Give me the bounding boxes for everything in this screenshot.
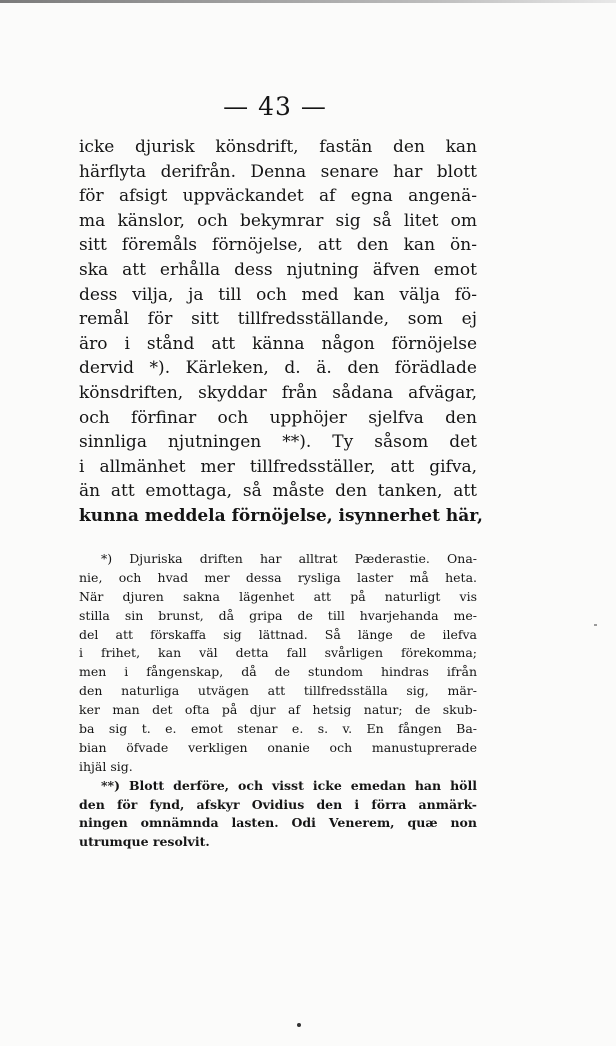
footnote-line: men i fångenskap, då de stundom hindras ifrån	[79, 664, 477, 680]
body-line: könsdriften, skyddar från sådana afvägar,	[79, 382, 477, 403]
footnote-line: ker man det ofta på djur af hetsig natur; de skub-	[79, 702, 477, 718]
paper-speck	[594, 624, 597, 626]
body-line: härflyta derifrån. Denna senare har blott	[79, 161, 477, 182]
footnote-line: bian öfvade verkligen onanie och manustuprerade	[79, 739, 477, 755]
body-line: remål för sitt tillfredsställande, som ej	[79, 309, 477, 330]
body-line: dervid *). Kärleken, d. ä. den förädlade	[79, 358, 477, 379]
footnote-line: utrumque resolvit.	[79, 834, 210, 850]
body-line: kunna meddela förnöjelse, isynnerhet här,	[79, 505, 483, 526]
body-line: äro i stånd att känna någon förnöjelse	[79, 333, 477, 354]
footnote-line: *) Djuriska driften har alltrat Pæderastie. Ona-	[101, 551, 477, 566]
footnote-line: nie, och hvad mer dessa rysliga laster må heta.	[79, 569, 477, 585]
body-line: ska att erhålla dess njutning äfven emot	[79, 259, 477, 280]
body-line: och förfinar och upphöjer sjelfva den	[79, 407, 477, 428]
footnote-line: ihjäl sig.	[79, 758, 133, 774]
body-text	[79, 135, 483, 529]
body-line: än att emottaga, så måste den tanken, att	[79, 481, 477, 502]
body-line: ma känslor, och bekymrar sig så litet om	[79, 210, 477, 231]
footnote-line: den för fynd, afskyr Ovidius den i förra anmärk-	[79, 796, 477, 812]
body-line: för afsigt uppväckandet af egna angenä-	[79, 186, 477, 207]
footnote-line: **) Blott derföre, och visst icke emedan han höll	[101, 777, 477, 793]
footnote-line: i frihet, kan väl detta fall svårligen förekomma;	[79, 645, 477, 661]
body-line: sitt föremåls förnöjelse, att den kan ön-	[79, 235, 477, 256]
footnote-line: När djuren sakna lägenhet att på naturligt vis	[79, 588, 477, 604]
footnote-line: ba sig t. e. emot stenar e. s. v. En fången Ba-	[79, 721, 477, 737]
footnote-line: den naturliga utvägen att tillfredsställa sig, mär-	[79, 683, 477, 699]
page-number: — 43 —	[223, 92, 327, 121]
body-line: sinnliga njutningen **). Ty såsom det	[79, 432, 477, 453]
top-edge-rule	[0, 0, 616, 3]
footnote-line: del att förskaffa sig lättnad. Så länge de ilefva	[79, 626, 477, 642]
footnote-line: stilla sin brunst, då gripa de till hvarjehanda me-	[79, 607, 477, 623]
body-line: icke djurisk könsdrift, fastän den kan	[79, 137, 477, 157]
body-line: i allmänhet mer tillfredsställer, att gifva,	[79, 456, 477, 477]
footnote-line: ningen omnämnda lasten. Odi Venerem, quæ non	[79, 815, 477, 831]
printer-dot	[297, 1023, 301, 1027]
footnotes	[79, 550, 477, 852]
body-line: dess vilja, ja till och med kan välja fö-	[79, 284, 477, 305]
